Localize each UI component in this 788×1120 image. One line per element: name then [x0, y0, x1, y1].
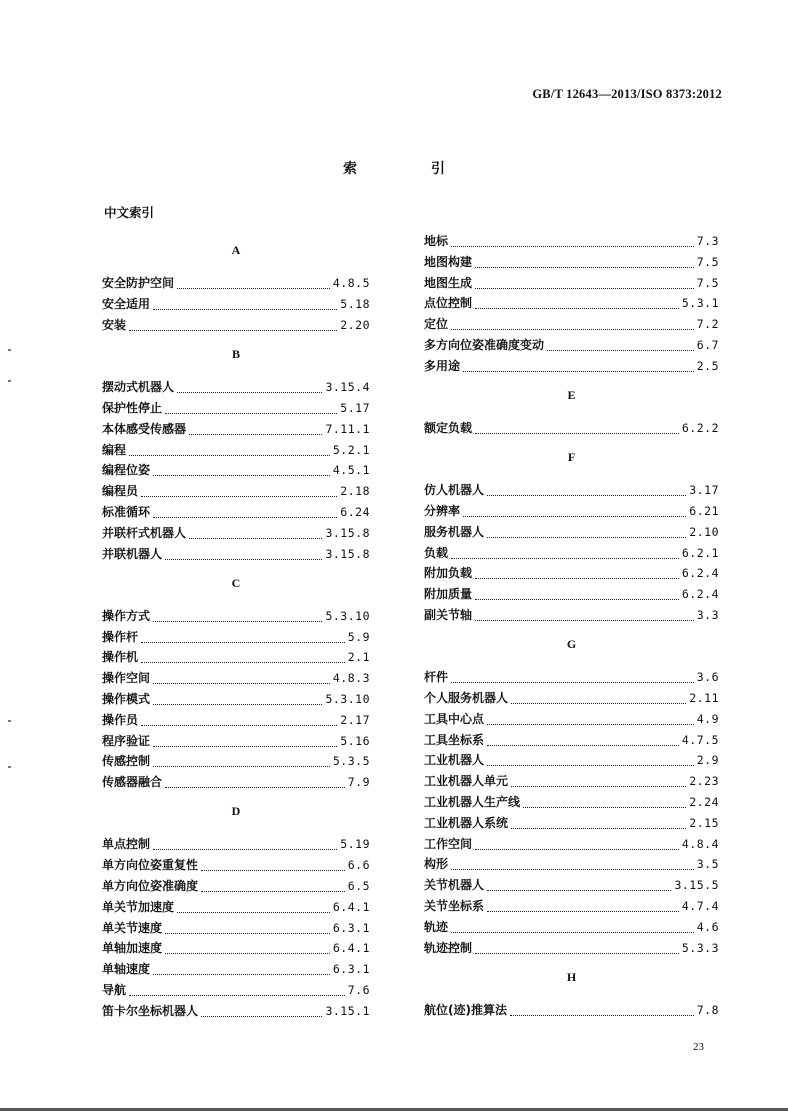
dot-leader [487, 712, 694, 725]
index-term: 关节机器人 [424, 878, 485, 893]
dot-leader [511, 691, 686, 704]
index-entry [102, 773, 370, 791]
index-entry [102, 919, 370, 937]
index-entry [424, 918, 719, 936]
clause-number: 3.6 [696, 670, 719, 685]
index-entry [424, 876, 719, 894]
section-letter: H [566, 969, 577, 984]
index-term: 工具中心点 [424, 711, 485, 726]
clause-number: 4.7.4 [681, 899, 719, 913]
index-term: 轨迹控制 [424, 940, 473, 955]
index-term: 操作机 [102, 650, 139, 665]
index-term: 仿人机器人 [424, 483, 485, 498]
clause-number: 2.1 [347, 650, 370, 665]
dot-leader [189, 422, 322, 435]
clause-number: 5.18 [340, 297, 370, 312]
dot-leader [487, 878, 671, 891]
index-entry [102, 441, 370, 459]
dot-leader [451, 546, 679, 559]
clause-number: 7.11.1 [325, 421, 370, 436]
index-entry [424, 1001, 719, 1019]
clause-number: 3.15.8 [325, 546, 370, 561]
dot-leader [177, 380, 322, 393]
clause-number: 4.9 [696, 711, 719, 726]
index-entry [424, 710, 719, 728]
clause-number: 6.2.4 [681, 587, 719, 602]
index-term: 保护性停止 [102, 401, 163, 415]
dot-leader [475, 608, 694, 621]
dot-leader [189, 526, 322, 539]
dot-leader [475, 421, 679, 434]
index-entry [424, 731, 719, 749]
index-term: 单轴加速度 [102, 941, 163, 956]
clause-number: 5.2.1 [332, 442, 370, 457]
index-entry [424, 814, 719, 832]
dot-leader [153, 962, 330, 975]
index-entry [102, 898, 370, 916]
index-entry [102, 752, 370, 770]
dot-leader [165, 941, 330, 954]
index-term: 单方向位姿准确度 [102, 879, 199, 893]
clause-number: 6.2.1 [681, 545, 719, 560]
clause-number: 5.19 [340, 837, 370, 852]
index-entry [424, 855, 719, 873]
index-term: 航位(迹)推算法 [424, 1002, 507, 1017]
index-entry [424, 939, 719, 957]
dot-leader [487, 525, 686, 538]
section-letter: G [566, 637, 577, 652]
index-entry [424, 336, 719, 354]
index-entry [424, 253, 719, 271]
clause-number: 6.3.1 [332, 920, 370, 935]
dot-leader [141, 630, 345, 643]
section-letter: A [231, 243, 241, 258]
clause-number: 2.5 [696, 358, 719, 373]
index-term: 编程员 [102, 484, 139, 499]
index-term: 地标 [424, 234, 449, 248]
dot-leader [487, 483, 686, 496]
index-term: 操作空间 [102, 671, 151, 686]
clause-number: 2.24 [689, 795, 719, 809]
index-term: 工业机器人系统 [424, 815, 509, 830]
index-term: 负载 [424, 545, 449, 560]
dot-leader [165, 775, 345, 788]
dot-leader [177, 900, 330, 913]
section-letter: E [567, 388, 576, 402]
dot-leader [451, 920, 694, 933]
dot-leader [475, 587, 679, 600]
index-term: 个人服务机器人 [424, 691, 509, 705]
clause-number: 2.23 [689, 774, 719, 789]
dot-leader [201, 879, 345, 892]
index-entry [424, 232, 719, 250]
clause-number: 7.6 [347, 983, 370, 997]
dot-leader [451, 234, 694, 247]
index-entry [424, 668, 719, 686]
index-entry [102, 856, 370, 874]
dot-leader [153, 692, 322, 705]
dot-leader [475, 566, 679, 579]
index-entry [424, 481, 719, 499]
clause-number: 5.3.10 [325, 692, 370, 706]
index-entry [424, 523, 719, 541]
index-entry [102, 1002, 370, 1020]
dot-leader [475, 941, 679, 954]
index-term: 地图生成 [424, 275, 473, 290]
clause-number: 7.3 [696, 234, 719, 248]
index-term: 单轴速度 [102, 962, 151, 977]
index-term: 并联杆式机器人 [102, 525, 187, 540]
index-entry [102, 461, 370, 479]
index-term: 并联机器人 [102, 546, 163, 561]
index-term: 附加负载 [424, 566, 473, 581]
index-term: 传感器融合 [102, 775, 163, 790]
index-entry [424, 772, 719, 790]
index-entry [424, 585, 719, 603]
index-term: 编程位姿 [102, 463, 151, 478]
index-term: 安全防护空间 [102, 276, 175, 291]
clause-number: 2.9 [696, 753, 719, 768]
index-term: 单关节加速度 [102, 899, 175, 914]
clause-number: 5.9 [347, 629, 370, 644]
index-entry [102, 690, 370, 708]
index-entry [102, 669, 370, 687]
index-term: 多用途 [424, 358, 461, 373]
index-entry [102, 732, 370, 750]
dot-leader [451, 857, 694, 870]
clause-number: 7.5 [696, 275, 719, 290]
dot-leader [463, 504, 686, 517]
dot-leader [129, 443, 330, 456]
index-entry [102, 607, 370, 625]
clause-number: 2.10 [689, 524, 719, 539]
index-term: 工业机器人生产线 [424, 795, 521, 809]
dot-leader [523, 795, 686, 808]
index-entry [102, 399, 370, 417]
index-entry [102, 524, 370, 542]
index-term: 工业机器人 [424, 753, 485, 768]
index-entry [424, 357, 719, 375]
index-term: 操作员 [102, 712, 139, 727]
index-term: 额定负载 [424, 421, 473, 435]
index-term: 安装 [102, 318, 127, 332]
dot-leader [475, 837, 679, 850]
dot-leader [177, 276, 330, 289]
section-letter: C [231, 575, 241, 590]
index-entry [102, 711, 370, 729]
page-title: 索 引 [343, 161, 475, 177]
index-entry [424, 564, 719, 582]
dot-leader [153, 837, 337, 850]
index-entry [424, 835, 719, 853]
clause-number: 4.8.4 [681, 836, 719, 851]
clause-number: 3.3 [696, 608, 719, 622]
dot-leader [487, 733, 679, 746]
clause-number: 4.5.1 [332, 463, 370, 478]
standard-code: GB/T 12643—2013/ISO 8373:2012 [532, 87, 722, 101]
clause-number: 4.8.3 [332, 671, 370, 686]
section-letter: F [567, 450, 576, 465]
dot-leader [487, 899, 679, 912]
index-entry [102, 295, 370, 313]
index-term: 传感控制 [102, 754, 151, 769]
clause-number: 4.6 [696, 919, 719, 934]
index-entry [424, 793, 719, 811]
dot-leader [153, 609, 322, 622]
index-term: 笛卡尔坐标机器人 [102, 1003, 199, 1018]
index-entry [102, 648, 370, 666]
index-entry [424, 502, 719, 520]
clause-number: 6.21 [689, 504, 719, 518]
scan-margin-mark [8, 349, 11, 351]
index-term: 杆件 [424, 670, 449, 685]
index-term: 点位控制 [424, 296, 473, 311]
index-term: 定位 [424, 317, 449, 332]
index-entry [102, 378, 370, 396]
dot-leader [129, 983, 345, 996]
index-term: 工业机器人单元 [424, 774, 509, 789]
clause-number: 2.20 [340, 318, 370, 332]
clause-number: 3.5 [696, 857, 719, 872]
dot-leader [475, 255, 694, 268]
index-term: 分辨率 [424, 504, 461, 518]
index-term: 轨迹 [424, 919, 449, 934]
dot-leader [201, 858, 345, 871]
clause-number: 3.15.8 [325, 525, 370, 540]
dot-leader [141, 650, 345, 663]
dot-leader [487, 753, 694, 766]
clause-number: 2.17 [340, 712, 370, 727]
clause-number: 4.8.5 [332, 276, 370, 291]
index-entry [424, 274, 719, 292]
index-entry [102, 545, 370, 563]
index-entry [102, 877, 370, 895]
index-term: 服务机器人 [424, 524, 485, 539]
dot-leader [451, 317, 694, 330]
index-entry [102, 316, 370, 334]
scan-margin-mark [8, 380, 11, 382]
index-term: 多方向位姿准确度变动 [424, 338, 545, 352]
index-term: 导航 [102, 983, 127, 997]
dot-leader [141, 713, 337, 726]
clause-number: 2.15 [689, 815, 719, 830]
clause-number: 6.5 [347, 879, 370, 893]
index-term: 副关节轴 [424, 608, 473, 622]
dot-leader [451, 670, 694, 683]
dot-leader [165, 547, 322, 560]
clause-number: 3.15.1 [325, 1003, 370, 1018]
clause-number: 3.17 [689, 483, 719, 498]
index-term: 工作空间 [424, 836, 473, 851]
dot-leader [463, 359, 694, 372]
index-term: 安全适用 [102, 297, 151, 312]
index-entry [102, 835, 370, 853]
dot-leader [511, 774, 686, 787]
dot-leader [201, 1004, 322, 1017]
clause-number: 5.3.5 [332, 754, 370, 769]
clause-number: 5.16 [340, 733, 370, 748]
index-entry [424, 544, 719, 562]
index-entry [102, 960, 370, 978]
dot-leader [153, 754, 330, 767]
index-entry [102, 482, 370, 500]
clause-number: 6.2.2 [681, 421, 719, 435]
index-entry [102, 628, 370, 646]
dot-leader [510, 1003, 694, 1016]
scan-margin-mark [8, 720, 11, 722]
index-term: 地图构建 [424, 254, 473, 269]
index-term: 本体感受传感器 [102, 421, 187, 436]
index-term: 操作方式 [102, 608, 151, 623]
clause-number: 5.3.10 [325, 608, 370, 623]
clause-number: 2.18 [340, 484, 370, 499]
index-term: 单关节速度 [102, 920, 163, 935]
section-letter: B [231, 347, 240, 362]
clause-number: 5.17 [340, 401, 370, 415]
clause-number: 6.4.1 [332, 941, 370, 956]
dot-leader [153, 505, 337, 518]
index-entry [102, 981, 370, 999]
index-term: 关节坐标系 [424, 899, 485, 913]
dot-leader [153, 671, 330, 684]
clause-number: 2.11 [689, 691, 719, 705]
clause-number: 7.2 [696, 317, 719, 332]
index-term: 编程 [102, 442, 127, 457]
index-entry [424, 315, 719, 333]
dot-leader [511, 816, 686, 829]
clause-number: 6.4.1 [332, 899, 370, 914]
clause-number: 6.3.1 [332, 962, 370, 977]
clause-number: 6.7 [696, 338, 719, 352]
clause-number: 3.15.4 [325, 380, 370, 395]
index-term: 单点控制 [102, 837, 151, 852]
index-term: 附加质量 [424, 587, 473, 602]
dot-leader [547, 338, 694, 351]
index-term: 工具坐标系 [424, 732, 485, 747]
dot-leader [129, 318, 337, 331]
index-entry [424, 294, 719, 312]
dot-leader [165, 401, 337, 414]
index-entry [424, 751, 719, 769]
section-letter: D [231, 804, 241, 819]
page-number: 23 [693, 1041, 704, 1053]
index-term: 单方向位姿重复性 [102, 858, 199, 873]
clause-number: 3.15.5 [674, 878, 719, 893]
index-term: 构形 [424, 857, 449, 872]
scan-bottom-edge [0, 1108, 788, 1111]
dot-leader [165, 921, 330, 934]
dot-leader [153, 734, 337, 747]
index-entry [102, 274, 370, 292]
clause-number: 7.5 [696, 254, 719, 269]
index-term: 摆动式机器人 [102, 380, 175, 395]
index-entry [102, 503, 370, 521]
index-subtitle: 中文索引 [104, 205, 155, 220]
index-term: 操作模式 [102, 692, 151, 706]
clause-number: 7.8 [696, 1002, 719, 1017]
dot-leader [153, 297, 337, 310]
clause-number: 7.9 [347, 775, 370, 790]
index-term: 标准循环 [102, 505, 151, 519]
index-entry [424, 897, 719, 915]
dot-leader [475, 296, 679, 309]
clause-number: 6.2.4 [681, 566, 719, 581]
clause-number: 6.6 [347, 858, 370, 873]
index-entry [102, 939, 370, 957]
dot-leader [141, 484, 337, 497]
dot-leader [153, 463, 330, 476]
index-term: 程序验证 [102, 733, 151, 748]
index-entry [424, 689, 719, 707]
clause-number: 5.3.3 [681, 940, 719, 955]
clause-number: 6.24 [340, 505, 370, 519]
scan-margin-mark [8, 766, 11, 768]
dot-leader [475, 276, 694, 289]
index-entry [102, 420, 370, 438]
clause-number: 4.7.5 [681, 732, 719, 747]
index-entry [424, 419, 719, 437]
index-term: 操作杆 [102, 629, 139, 644]
index-entry [424, 606, 719, 624]
clause-number: 5.3.1 [681, 296, 719, 311]
